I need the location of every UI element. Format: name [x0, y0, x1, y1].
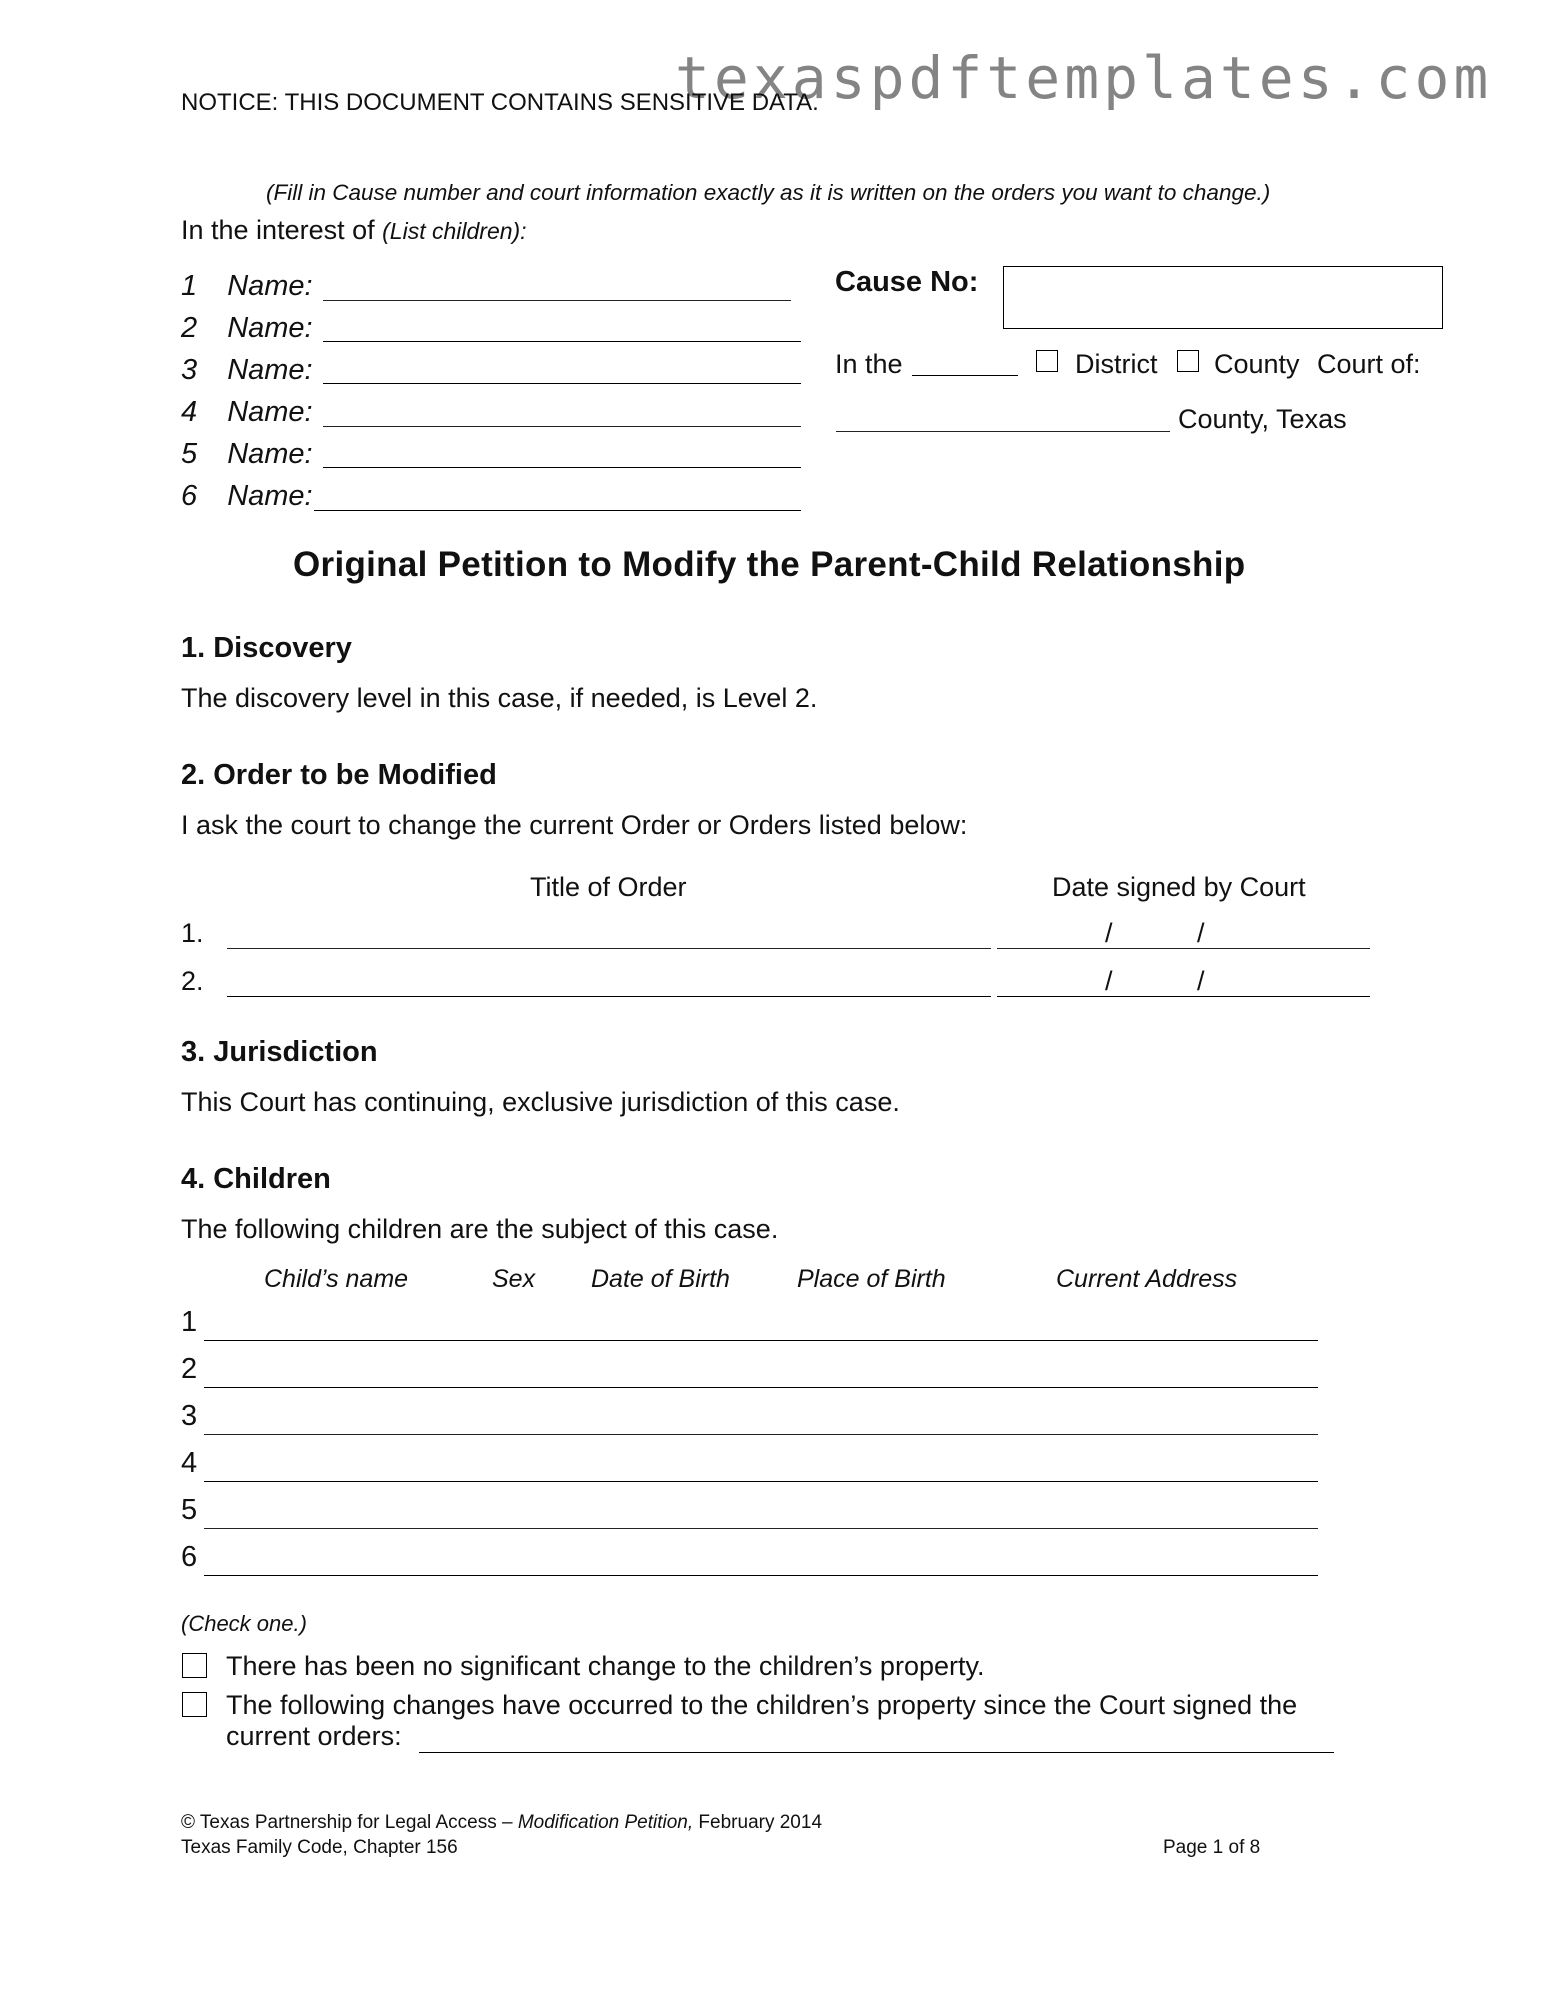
- no-change-checkbox[interactable]: [182, 1653, 207, 1678]
- name-field-3[interactable]: [323, 383, 801, 384]
- child-row-4-field[interactable]: [204, 1481, 1318, 1482]
- name-num: 3: [181, 354, 198, 386]
- no-change-label: There has been no significant change to the children’s property.: [226, 1651, 985, 1681]
- name-num: 1: [181, 270, 198, 302]
- jurisdiction-heading: 3. Jurisdiction: [181, 1036, 378, 1068]
- footer-copyright: [181, 1812, 822, 1834]
- name-field-4[interactable]: [323, 426, 801, 427]
- name-row-5: [181, 438, 313, 471]
- name-label: Name:: [227, 480, 313, 512]
- cause-no-field[interactable]: [1003, 266, 1443, 329]
- order-heading: 2. Order to be Modified: [181, 759, 497, 791]
- jurisdiction-text: This Court has continuing, exclusive jurisdiction of this case.: [181, 1087, 900, 1117]
- name-label: Name:: [227, 312, 313, 344]
- child-row-3-field[interactable]: [204, 1434, 1318, 1435]
- name-row-1: [181, 270, 313, 303]
- child-row-num: 4: [181, 1447, 198, 1479]
- child-row-num: 5: [181, 1494, 198, 1526]
- col-date-signed: Date signed by Court: [1052, 872, 1306, 902]
- child-row-num: 1: [181, 1306, 198, 1338]
- name-num: 2: [181, 312, 198, 344]
- check-one-hint: (Check one.): [181, 1611, 307, 1636]
- col-place-of-birth: Place of Birth: [797, 1265, 946, 1293]
- order-date-field-1[interactable]: [997, 948, 1370, 949]
- date-slash: /: [1197, 966, 1205, 996]
- footer-pub-title: Modification Petition,: [517, 1812, 694, 1833]
- changes-occurred-label: The following changes have occurred to the children’s property since the Court signed the: [226, 1690, 1298, 1720]
- interest-of-line: [181, 215, 527, 246]
- col-date-of-birth: Date of Birth: [591, 1265, 730, 1293]
- county-name-field[interactable]: [836, 431, 1170, 432]
- name-num: 6: [181, 480, 198, 512]
- child-row-num: 2: [181, 1353, 198, 1385]
- date-slash: /: [1197, 918, 1205, 948]
- child-row-1-field[interactable]: [204, 1340, 1318, 1341]
- name-row-6: [181, 480, 313, 513]
- order-title-field-1[interactable]: [227, 948, 991, 949]
- footer-copyright-text: © Texas Partnership for Legal Access –: [181, 1812, 518, 1833]
- order-title-field-2[interactable]: [227, 996, 991, 997]
- county-checkbox[interactable]: [1177, 350, 1199, 372]
- date-slash: /: [1105, 966, 1113, 996]
- child-row-2-field[interactable]: [204, 1387, 1318, 1388]
- col-current-address: Current Address: [1056, 1265, 1238, 1293]
- name-row-3: [181, 354, 313, 387]
- cause-no-label: Cause No:: [835, 266, 979, 298]
- child-row-5-field[interactable]: [204, 1528, 1318, 1529]
- interest-prefix: In the interest of: [181, 215, 375, 245]
- name-label: Name:: [227, 354, 313, 386]
- name-row-4: [181, 396, 313, 429]
- order-text: I ask the court to change the current Order or Orders listed below:: [181, 810, 968, 840]
- name-field-1[interactable]: [323, 300, 791, 301]
- child-row-num: 3: [181, 1400, 198, 1432]
- col-childs-name: Child’s name: [264, 1265, 409, 1293]
- col-sex: Sex: [492, 1265, 536, 1293]
- name-label: Name:: [227, 396, 313, 428]
- court-in-the-label: In the: [835, 349, 903, 379]
- watermark-text: texaspdftemplates.com: [675, 44, 1493, 112]
- name-num: 4: [181, 396, 198, 428]
- name-num: 5: [181, 438, 198, 470]
- petition-title: Original Petition to Modify the Parent-Child Relationship: [293, 545, 1246, 584]
- sensitive-data-notice: NOTICE: THIS DOCUMENT CONTAINS SENSITIVE DATA.: [181, 89, 819, 116]
- current-orders-label: current orders:: [226, 1721, 402, 1751]
- order-row-2-num: 2.: [181, 966, 204, 996]
- name-row-2: [181, 312, 313, 345]
- name-field-5[interactable]: [323, 467, 801, 468]
- col-title-of-order: Title of Order: [530, 872, 687, 902]
- property-changes-field[interactable]: [419, 1752, 1334, 1753]
- court-of-label: Court of:: [1317, 349, 1421, 379]
- changes-occurred-checkbox[interactable]: [182, 1692, 207, 1717]
- discovery-text: The discovery level in this case, if needed, is Level 2.: [181, 683, 818, 713]
- footer-family-code: Texas Family Code, Chapter 156: [181, 1837, 458, 1858]
- discovery-heading: 1. Discovery: [181, 632, 352, 664]
- district-checkbox[interactable]: [1036, 350, 1058, 372]
- children-heading: 4. Children: [181, 1163, 331, 1195]
- fill-instruction: (Fill in Cause number and court information exactly as it is written on the orders you want to change.): [266, 180, 1271, 205]
- name-field-2[interactable]: [323, 341, 801, 342]
- child-row-num: 6: [181, 1541, 198, 1573]
- county-texas-label: County, Texas: [1178, 404, 1347, 434]
- children-text: The following children are the subject of this case.: [181, 1214, 779, 1244]
- order-date-field-2[interactable]: [997, 996, 1370, 997]
- name-label: Name:: [227, 270, 313, 302]
- county-label: County: [1214, 349, 1300, 379]
- interest-hint: (List children):: [382, 218, 527, 244]
- district-label: District: [1075, 349, 1158, 379]
- name-field-6[interactable]: [314, 510, 801, 511]
- court-number-field[interactable]: [912, 375, 1018, 376]
- order-row-1-num: 1.: [181, 918, 204, 948]
- page-number: Page 1 of 8: [1163, 1837, 1261, 1858]
- footer-pub-date: February 2014: [693, 1812, 823, 1833]
- name-label: Name:: [227, 438, 313, 470]
- child-row-6-field[interactable]: [204, 1575, 1318, 1576]
- date-slash: /: [1105, 918, 1113, 948]
